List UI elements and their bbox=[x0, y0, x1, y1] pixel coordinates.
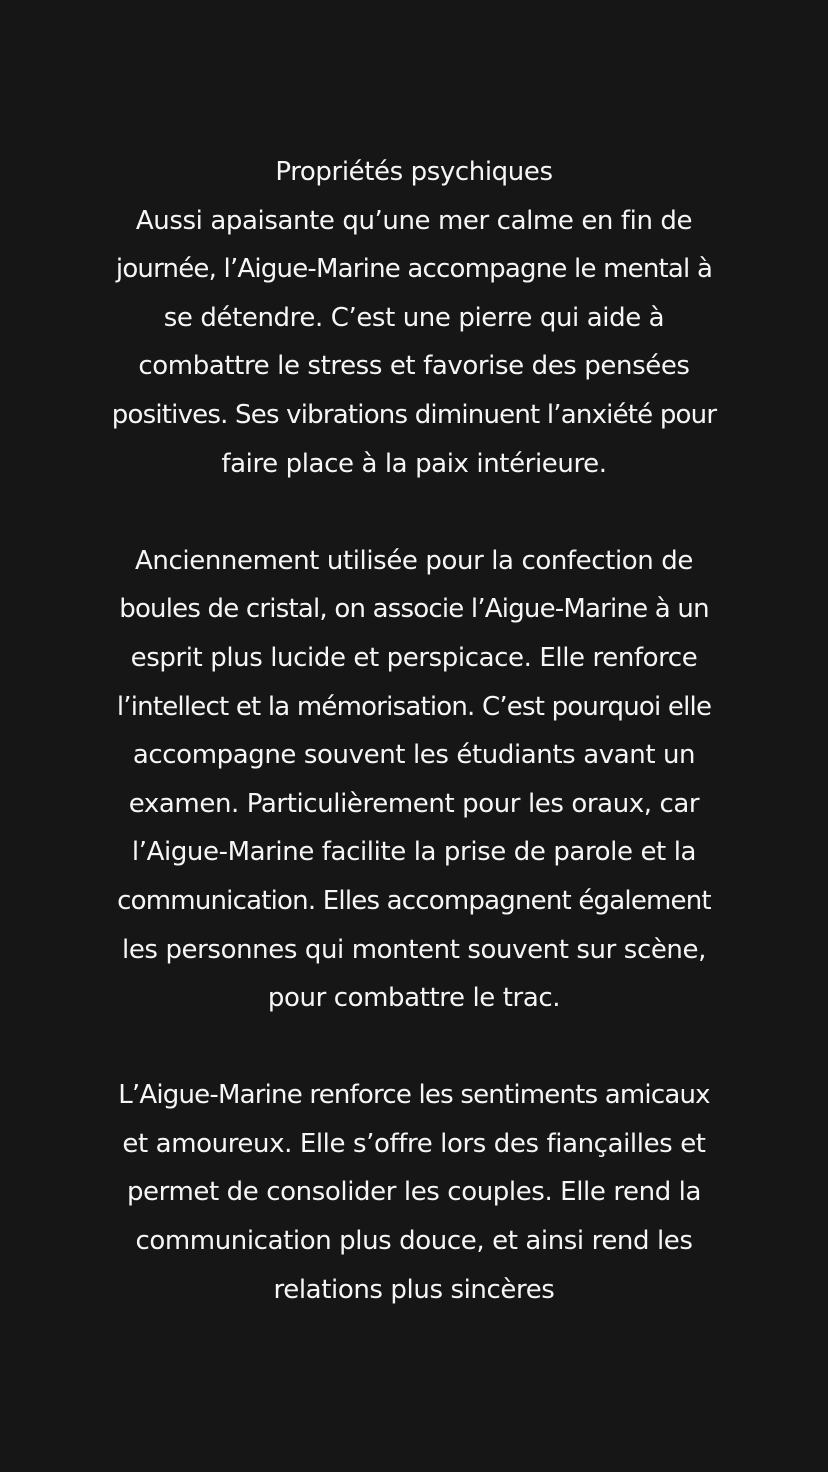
paragraph-2-line: pour combattre le trac. bbox=[267, 983, 561, 1014]
paragraph-spacer bbox=[60, 1023, 768, 1072]
paragraph-2-line: examen. Particulièrement pour les oraux, car bbox=[128, 788, 700, 819]
paragraph-1 bbox=[60, 197, 768, 489]
paragraph-3-line: et amoureux. Elle s’offre lors des fiançailles et bbox=[122, 1128, 706, 1159]
paragraph-2-line: les personnes qui montent souvent sur scène, bbox=[122, 934, 706, 965]
paragraph-2-line: accompagne souvent les étudiants avant un bbox=[132, 740, 696, 771]
paragraph-spacer bbox=[60, 488, 768, 537]
paragraph-2-line: esprit plus lucide et perspicace. Elle renforce bbox=[130, 642, 698, 673]
paragraph-1-line: combattre le stress et favorise des pensées bbox=[138, 351, 690, 382]
paragraph-1-line: journée, l’Aigue-Marine accompagne le mental à bbox=[115, 254, 713, 285]
story-title: Propriétés psychiques bbox=[275, 157, 553, 187]
paragraph-1-line: positives. Ses vibrations diminuent l’anxiété pour bbox=[111, 399, 717, 430]
paragraph-2-line: boules de cristal, on associe l’Aigue-Marine à un bbox=[119, 594, 709, 625]
paragraph-3-line: relations plus sincères bbox=[273, 1274, 555, 1305]
story-text-block bbox=[60, 148, 768, 1314]
paragraph-2-line: l’intellect et la mémorisation. C’est pourquoi elle bbox=[116, 691, 712, 722]
paragraph-2 bbox=[60, 537, 768, 1023]
paragraph-1-line: faire place à la paix intérieure. bbox=[221, 448, 607, 479]
paragraph-3-line: L’Aigue-Marine renforce les sentiments amicaux bbox=[118, 1080, 710, 1111]
paragraph-1-line: Aussi apaisante qu’une mer calme en fin de bbox=[135, 205, 693, 236]
paragraph-3-line: communication plus douce, et ainsi rend les bbox=[135, 1226, 693, 1257]
paragraph-2-line: l’Aigue-Marine facilite la prise de parole et la bbox=[131, 837, 697, 868]
paragraph-2-line: communication. Elles accompagnent également bbox=[117, 885, 711, 916]
paragraph-2-line: Anciennement utilisée pour la confection de bbox=[135, 545, 693, 576]
paragraph-1-line: se détendre. C’est une pierre qui aide à bbox=[163, 302, 665, 333]
paragraph-3-line: permet de consolider les couples. Elle rend la bbox=[126, 1177, 702, 1208]
paragraph-3 bbox=[60, 1071, 768, 1314]
